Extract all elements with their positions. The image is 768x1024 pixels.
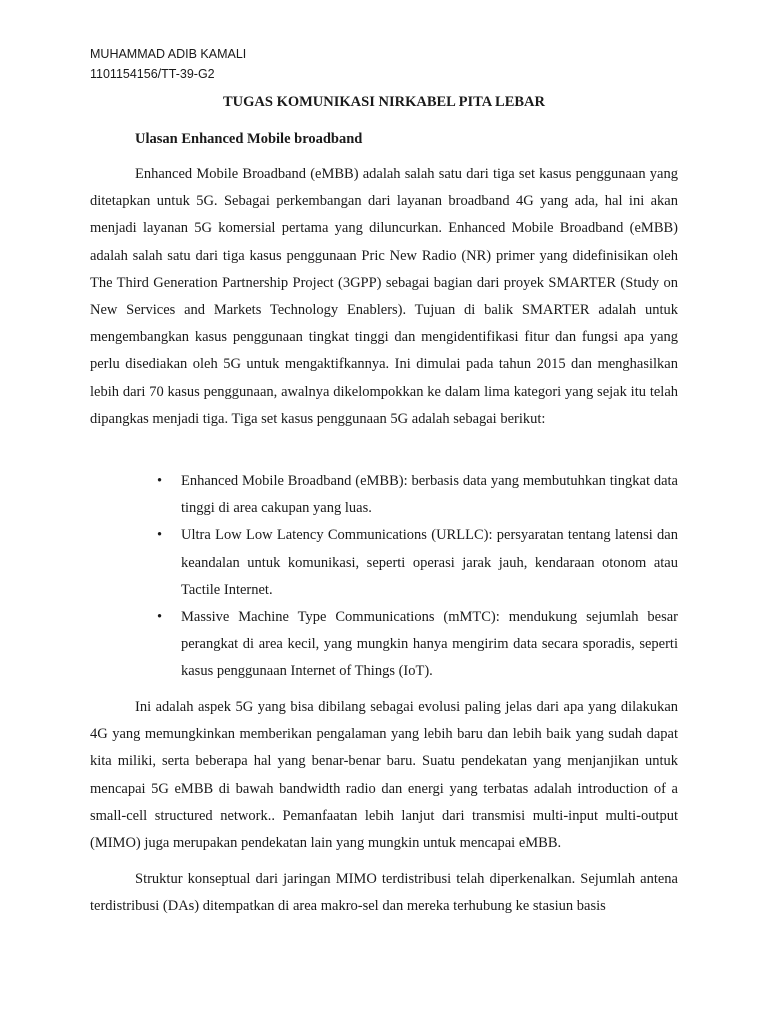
- author-header: [90, 44, 246, 84]
- paragraph-evolution: [90, 694, 678, 857]
- list-item-text: Massive Machine Type Communications (mMTC): mendukung sejumlah besar perangkat di area kecil, yang mungkin hanya mengirim data secara sporadis, seperti kasus penggunaan Internet of Things (IoT).: [181, 609, 678, 680]
- student-id: 1101154156/TT-39-G2: [90, 67, 215, 81]
- list-item: [157, 522, 678, 604]
- author-name: MUHAMMAD ADIB KAMALI: [90, 47, 247, 61]
- bullet-icon: •: [157, 473, 163, 489]
- list-item-text: Ultra Low Low Latency Communications (URLLC): persyaratan tentang latensi dan keandalan untuk komunikasi, seperti operasi jarak jauh, kendaraan otonom atau Tactile Internet.: [181, 527, 678, 598]
- paragraph-mimo: [90, 866, 678, 920]
- section-heading: Ulasan Enhanced Mobile broadband: [135, 131, 363, 147]
- paragraph-text: Struktur konseptual dari jaringan MIMO terdistribusi telah diperkenalkan. Sejumlah antena terdistribusi (DAs) ditempatkan di area makro-sel dan mereka terhubung ke stasiun basis: [90, 871, 678, 915]
- paragraph-text: Ini adalah aspek 5G yang bisa dibilang sebagai evolusi paling jelas dari apa yang dilakukan 4G yang memungkinkan memberikan pengalaman yang lebih baru dan lebih baik yang sudah dapat kita miliki, serta beberapa hal yang benar-benar baru. Suatu pendekatan yang menjanjikan untuk mencapai 5G eMBB di bawah bandwidth radio dan energi yang terbatas adalah introduction of a small-cell structured network.. Pemanfaatan lebih lanjut dari transmisi multi-input multi-output (MIMO) juga merupakan pendekatan lain yang mungkin untuk mencapai eMBB.: [90, 699, 678, 852]
- use-case-list: [157, 468, 678, 686]
- paragraph-text: Enhanced Mobile Broadband (eMBB) adalah salah satu dari tiga set kasus penggunaan yang ditetapkan untuk 5G. Sebagai perkembangan dari layanan broadband 4G yang ada, hal ini akan menjadi layanan 5G komersial pertama yang diluncurkan. Enhanced Mobile Broadband (eMBB) adalah salah satu dari tiga kasus penggunaan Pric New Radio (NR) primer yang didefinisikan oleh The Third Generation Partnership Project (3GPP) sebagai bagian dari proyek SMARTER (Study on New Services and Markets Technology Enablers). Tujuan di balik SMARTER adalah untuk mengembangkan kasus penggunaan tingkat tinggi dan mengidentifikasi fitur dan fungsi apa yang perlu disediakan oleh 5G untuk mengaktifkannya. Ini dimulai pada tahun 2015 dan menghasilkan lebih dari 70 kasus penggunaan, awalnya dikelompokkan ke dalam lima kategori yang sejak itu telah dipangkas menjadi tiga. Tiga set kasus penggunaan 5G adalah sebagai berikut:: [90, 166, 678, 427]
- bullet-icon: •: [157, 609, 163, 626]
- bullet-icon: •: [157, 527, 163, 544]
- list-item: [157, 604, 678, 686]
- document-title: TUGAS KOMUNIKASI NIRKABEL PITA LEBAR: [222, 94, 546, 110]
- list-item-text: Enhanced Mobile Broadband (eMBB): berbasis data yang membutuhkan tingkat data tinggi di area cakupan yang luas.: [181, 473, 678, 517]
- list-item: [157, 468, 678, 522]
- paragraph-intro: [90, 161, 678, 433]
